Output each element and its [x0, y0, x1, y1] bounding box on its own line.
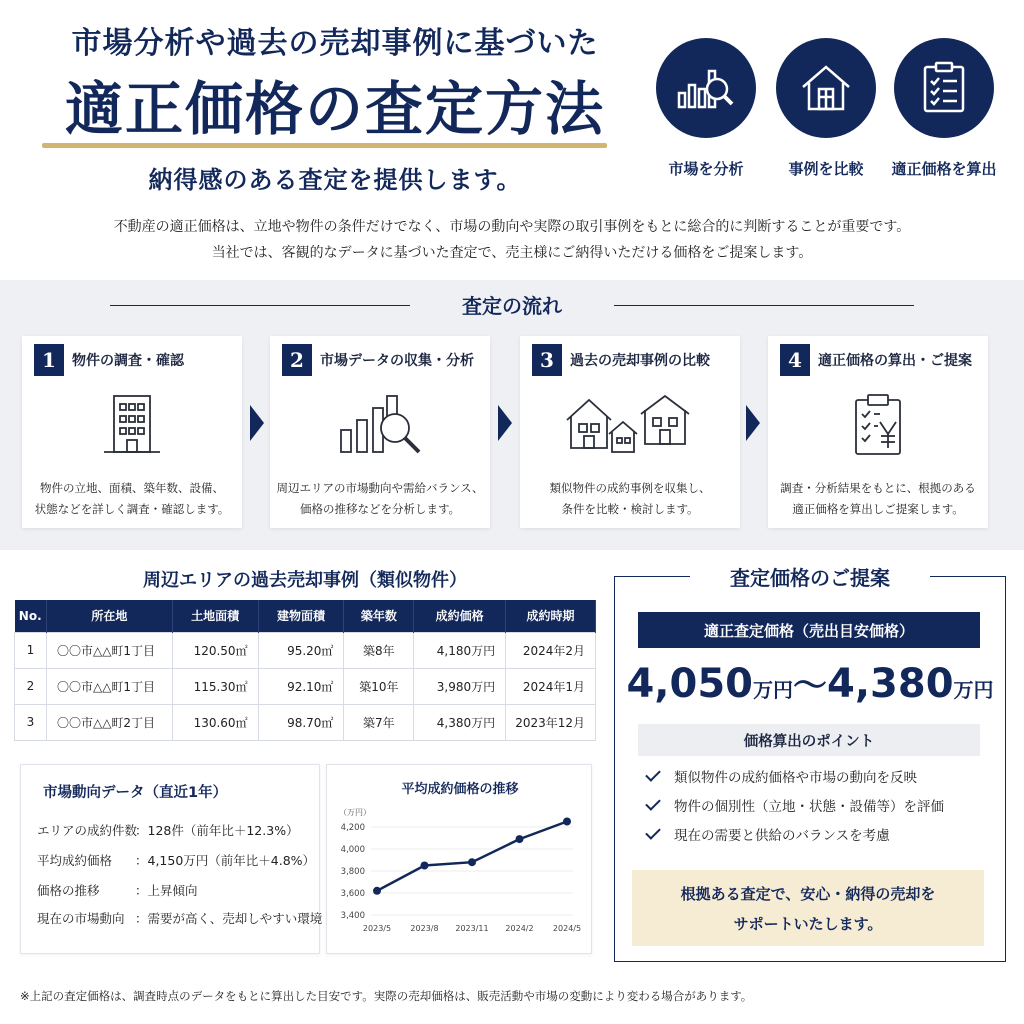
feature-label-compare: 事例を比較	[788, 160, 864, 178]
flow-arrow-icon	[498, 405, 512, 441]
support-message	[632, 870, 984, 946]
support-line: 根拠ある査定で、安心・納得の売却を	[680, 885, 936, 903]
data-point	[421, 862, 429, 870]
footnote: ※上記の査定価格は、調査時点のデータをもとに算出した目安です。実際の売却価格は、販売活動や市場の変動により変わる場合があります。	[20, 989, 753, 1003]
step-desc-line: 周辺エリアの市場動向や需給バランス、	[276, 481, 484, 495]
market-value: ：4,150万円（前年比＋4.8%）	[135, 853, 316, 868]
price-low: 4,050	[626, 661, 753, 707]
houses-icon	[520, 392, 740, 456]
y-axis-label: （万円）	[339, 808, 371, 817]
point-item	[646, 766, 917, 786]
cell: 130.60㎡	[172, 704, 258, 740]
proposal-band: 適正査定価格（売出目安価格）	[638, 612, 980, 648]
cell: 2023年12月	[506, 704, 596, 740]
col-header: 成約価格	[414, 600, 506, 632]
flow-step-3	[520, 336, 740, 528]
clipboard-yen-icon	[768, 392, 988, 458]
cell: 4,180万円	[414, 632, 506, 668]
cell: 3	[15, 704, 47, 740]
clipboard-checklist-icon	[894, 38, 994, 138]
step-desc-line: 条件を比較・検討します。	[561, 502, 699, 516]
price-unit: 万円	[753, 678, 793, 702]
col-header: No.	[15, 600, 47, 632]
step-desc-line: 物件の立地、面積、築年数、設備、	[40, 481, 224, 495]
data-point	[563, 818, 571, 826]
step-description	[26, 478, 238, 520]
data-point	[516, 835, 524, 843]
flow-step-4	[768, 336, 988, 528]
bar-chart-magnifier-icon	[656, 38, 756, 138]
step-description	[524, 478, 736, 520]
cell: 〇〇市△△町2丁目	[46, 704, 172, 740]
cell: 4,380万円	[414, 704, 506, 740]
data-point	[373, 887, 381, 895]
step-title: 市場データの収集・分析	[320, 353, 474, 369]
page-tagline: 納得感のある査定を提供します。	[148, 165, 522, 194]
step-title: 過去の売却事例の比較	[570, 353, 710, 369]
x-tick-label: 2023/8	[410, 924, 439, 933]
col-header: 建物面積	[258, 600, 344, 632]
step-description	[772, 478, 984, 520]
point-text: 物件の個別性（立地・状態・設備等）を評価	[674, 799, 944, 815]
house-icon	[776, 38, 876, 138]
intro-line-2: 当社では、客観的なデータに基づいた査定で、売主様にご納得いただける価格をご提案します。	[211, 245, 813, 261]
point-text: 類似物件の成約価格や市場の動向を反映	[674, 770, 917, 786]
support-line: サポートいたします。	[733, 915, 883, 933]
y-tick-label: 4,200	[340, 823, 365, 833]
cell: 2024年2月	[506, 632, 596, 668]
chart-magnifier-icon	[270, 392, 490, 456]
market-title: 市場動向データ（直近1年）	[43, 785, 228, 801]
cases-table	[14, 600, 596, 741]
title-underline	[42, 143, 607, 148]
cell: 115.30㎡	[172, 668, 258, 704]
check-icon	[645, 795, 661, 811]
x-tick-label: 2024/5	[552, 924, 582, 933]
cell: 92.10㎡	[258, 668, 344, 704]
step-desc-line: 類似物件の成約事例を収集し、	[549, 481, 711, 495]
table-header-row	[15, 600, 596, 632]
step-number: 4	[780, 344, 810, 376]
x-tick-label: 2024/2	[505, 924, 534, 933]
flow-title-rule-left	[110, 305, 410, 306]
cell: 〇〇市△△町1丁目	[46, 632, 172, 668]
market-value: ：上昇傾向	[135, 883, 198, 898]
data-point	[468, 858, 476, 866]
x-tick-label: 2023/5	[362, 924, 392, 933]
step-desc-line: 価格の推移などを分析します。	[299, 502, 461, 516]
table-row	[15, 632, 596, 668]
step-title: 適正価格の算出・ご提案	[818, 353, 972, 369]
step-number: 2	[282, 344, 312, 376]
col-header: 所在地	[46, 600, 172, 632]
step-desc-line: 状態などを詳しく調査・確認します。	[34, 502, 230, 516]
y-tick-label: 4,000	[340, 845, 365, 855]
point-text: 現在の需要と供給のバランスを考慮	[674, 828, 890, 844]
cell: 3,980万円	[414, 668, 506, 704]
proposal-price	[614, 658, 1006, 707]
point-item	[646, 795, 944, 815]
building-icon	[22, 392, 242, 456]
y-tick-label: 3,800	[340, 867, 365, 877]
cell: 98.70㎡	[258, 704, 344, 740]
col-header: 築年数	[344, 600, 414, 632]
intro-line-1: 不動産の適正価格は、立地や物件の条件だけでなく、市場の動向や実際の取引事例をもとに総合的に判断することが重要です。	[113, 219, 911, 235]
price-trend-chart	[327, 765, 593, 955]
step-description	[274, 478, 486, 520]
check-icon	[645, 824, 661, 840]
table-row	[15, 704, 596, 740]
market-label: 現在の市場動向	[37, 911, 125, 926]
flow-title-rule-right	[614, 305, 914, 306]
col-header: 成約時期	[506, 600, 596, 632]
point-item	[646, 824, 890, 844]
feature-label-calc: 適正価格を算出	[891, 160, 997, 178]
step-desc-line: 調査・分析結果をもとに、根拠のある	[780, 481, 976, 495]
market-value: ：128件（前年比＋12.3%）	[135, 823, 299, 838]
step-number: 3	[532, 344, 562, 376]
cell: 2	[15, 668, 47, 704]
page-title: 適正価格の査定方法	[64, 75, 605, 143]
market-label: エリアの成約件数	[37, 823, 138, 838]
cell: 築10年	[344, 668, 414, 704]
proposal-title: 査定価格のご提案	[690, 562, 930, 591]
step-title: 物件の調査・確認	[72, 353, 184, 369]
feature-compare	[776, 38, 876, 138]
cell: 築7年	[344, 704, 414, 740]
flow-step-2	[270, 336, 490, 528]
flow-arrow-icon	[746, 405, 760, 441]
x-tick-label: 2023/11	[455, 924, 489, 933]
market-value: ：需要が高く、売却しやすい環境	[135, 911, 323, 926]
cell: 築8年	[344, 632, 414, 668]
step-desc-line: 適正価格を算出しご提案します。	[792, 502, 964, 516]
cell: 120.50㎡	[172, 632, 258, 668]
price-unit: 万円	[953, 678, 994, 702]
cell: 1	[15, 632, 47, 668]
check-icon	[645, 766, 661, 782]
cell: 2024年1月	[506, 668, 596, 704]
col-header: 土地面積	[172, 600, 258, 632]
series-line	[377, 822, 567, 891]
step-number: 1	[34, 344, 64, 376]
flow-arrow-icon	[250, 405, 264, 441]
market-label: 価格の推移	[37, 883, 100, 898]
cell: 95.20㎡	[258, 632, 344, 668]
market-panel	[20, 764, 323, 954]
chart-title: 平均成約価格の推移	[401, 782, 519, 797]
feature-market	[656, 38, 756, 138]
points-title: 価格算出のポイント	[638, 724, 980, 756]
page-subtitle: 市場分析や過去の売却事例に基づいた	[71, 26, 599, 61]
cases-title: 周辺エリアの過去売却事例（類似物件）	[143, 570, 467, 591]
price-tilde: ～	[793, 666, 827, 706]
price-high: 4,380	[827, 661, 954, 707]
y-tick-label: 3,400	[340, 911, 365, 921]
market-label: 平均成約価格	[37, 853, 113, 868]
feature-label-market: 市場を分析	[668, 160, 744, 178]
y-tick-label: 3,600	[340, 889, 365, 899]
feature-calc	[894, 38, 994, 138]
flow-title: 査定の流れ	[462, 294, 562, 318]
flow-step-1	[22, 336, 242, 528]
table-row	[15, 668, 596, 704]
chart-panel	[326, 764, 592, 954]
cell: 〇〇市△△町1丁目	[46, 668, 172, 704]
